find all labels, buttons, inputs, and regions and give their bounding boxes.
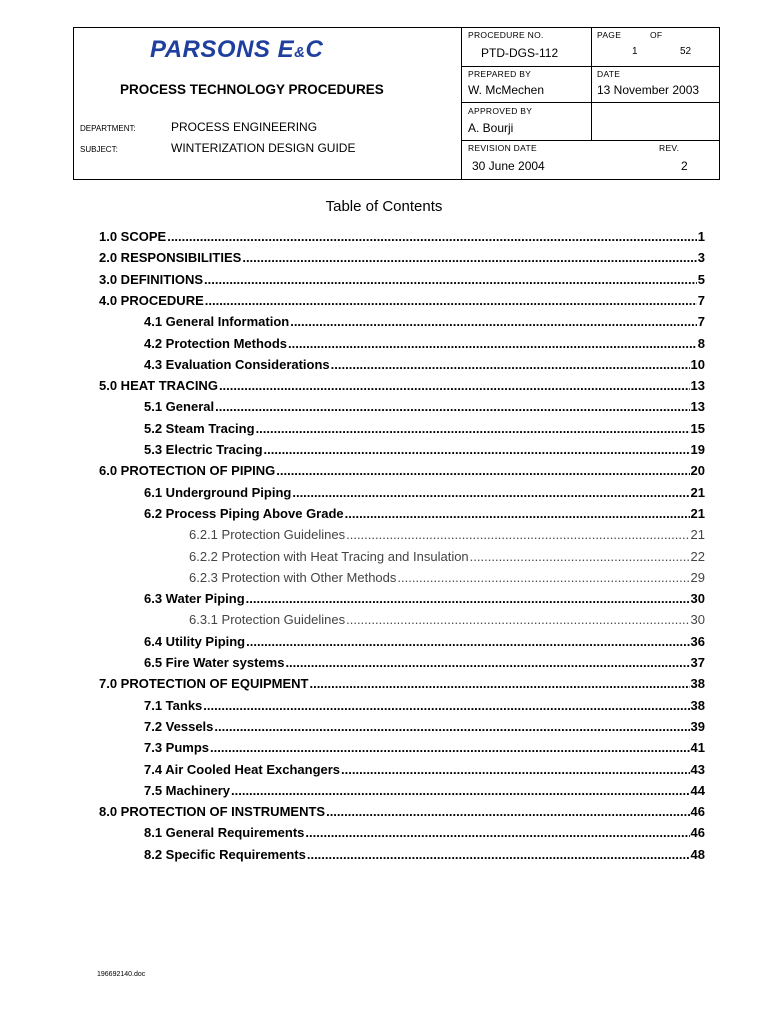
document-type: PROCESS TECHNOLOGY PROCEDURES — [120, 82, 384, 97]
toc-entry-title: 4.2 Protection Methods — [144, 335, 288, 351]
toc-entry[interactable] — [189, 548, 705, 566]
toc-entry-leader — [219, 377, 690, 395]
toc-entry-title: 4.1 General Information — [144, 314, 290, 330]
toc-entry-page: 3 — [697, 250, 705, 266]
toc-entry-page: 21 — [690, 527, 705, 543]
toc-entry-title: 7.2 Vessels — [144, 718, 214, 734]
toc-entry-title: 6.1 Underground Piping — [144, 484, 292, 500]
toc-entry-page: 20 — [690, 463, 705, 479]
toc-entry-leader — [470, 548, 690, 566]
toc-entry[interactable] — [144, 398, 705, 416]
toc-entry[interactable] — [99, 675, 705, 693]
toc-entry-leader — [292, 484, 689, 502]
toc-entry[interactable] — [189, 611, 705, 629]
prepared-by-label: PREPARED BY — [468, 69, 532, 79]
page-label: PAGE — [597, 30, 622, 40]
toc-entry-leader — [214, 718, 689, 736]
toc-entry-leader — [285, 654, 689, 672]
toc-entry[interactable] — [144, 441, 705, 459]
rev-value: 2 — [681, 159, 688, 173]
toc-entry-leader — [256, 420, 690, 438]
toc-entry-title: 6.3.1 Protection Guidelines — [189, 612, 346, 628]
prepared-by-value: W. McMechen — [468, 83, 545, 97]
toc-entry-title: 5.0 HEAT TRACING — [99, 378, 218, 394]
page-value: 1 — [632, 46, 638, 57]
toc-entry-title: 8.0 PROTECTION OF INSTRUMENTS — [99, 804, 326, 820]
header-row-divider-1 — [461, 66, 720, 67]
toc-entry-title: 7.4 Air Cooled Heat Exchangers — [144, 761, 341, 777]
toc-entry[interactable] — [144, 505, 705, 523]
toc-entry-page: 1 — [697, 229, 705, 244]
toc-entry[interactable] — [99, 803, 705, 821]
toc-entry[interactable] — [144, 335, 705, 353]
date-value: 13 November 2003 — [597, 83, 700, 97]
subject-label: SUBJECT: — [80, 145, 118, 154]
toc-entry-page: 41 — [690, 740, 705, 756]
toc-entry[interactable] — [99, 249, 705, 267]
toc-entry-leader — [215, 398, 689, 416]
toc-entry-leader — [205, 292, 697, 310]
toc-entry-page: 21 — [690, 484, 705, 500]
toc-entry-leader — [397, 569, 689, 587]
toc-entry[interactable] — [144, 420, 705, 438]
toc-entry-title: 4.0 PROCEDURE — [99, 292, 204, 308]
toc-entry[interactable] — [99, 377, 705, 395]
revision-date-label: REVISION DATE — [468, 143, 537, 153]
header-divider-page — [591, 27, 592, 140]
toc-entry-page: 5 — [697, 271, 705, 287]
date-label: DATE — [597, 69, 621, 79]
subject-value: WINTERIZATION DESIGN GUIDE — [171, 141, 356, 155]
toc-entry-title: 3.0 DEFINITIONS — [99, 271, 204, 287]
company-suffix-c: C — [305, 36, 324, 63]
toc-entry[interactable] — [144, 313, 705, 331]
toc-entry-title: 4.3 Evaluation Considerations — [144, 356, 330, 372]
toc-entry-title: 6.4 Utility Piping — [144, 633, 246, 649]
toc-entry[interactable] — [144, 761, 705, 779]
toc-entry-page: 46 — [690, 804, 705, 820]
toc-entry-leader — [264, 441, 690, 459]
toc-entry[interactable] — [99, 292, 705, 310]
toc-entry-title: 6.2.3 Protection with Other Methods — [189, 569, 397, 585]
toc-entry-title: 8.2 Specific Requirements — [144, 846, 306, 862]
toc-entry[interactable] — [99, 271, 705, 289]
toc-entry-leader — [246, 633, 689, 651]
toc-entry-leader — [204, 271, 697, 289]
toc-entry-leader — [341, 761, 690, 779]
toc-entry-page: 13 — [690, 399, 705, 415]
of-value: 52 — [680, 46, 692, 57]
toc-entry-title: 5.3 Electric Tracing — [144, 442, 263, 457]
toc-entry-page: 30 — [690, 591, 705, 607]
toc-entry-title: 7.0 PROTECTION OF EQUIPMENT — [99, 676, 309, 692]
toc-entry-page: 19 — [690, 442, 705, 457]
toc-entry-page: 29 — [690, 569, 705, 585]
toc-entry-leader — [331, 356, 690, 374]
toc-entry[interactable] — [99, 462, 705, 480]
company-suffix-e: E — [277, 36, 295, 63]
toc-entry[interactable] — [144, 590, 705, 608]
toc-entry-leader — [346, 611, 689, 629]
toc-entry-title: 6.3 Water Piping — [144, 591, 245, 607]
toc-entry[interactable] — [144, 739, 705, 757]
toc-entry-title: 5.1 General — [144, 399, 215, 415]
toc-entry-leader — [203, 697, 689, 715]
toc-entry-leader — [167, 228, 697, 246]
toc-entry-title: 2.0 RESPONSIBILITIES — [99, 250, 242, 266]
header-divider-main — [461, 27, 462, 180]
toc-entry[interactable] — [144, 484, 705, 502]
department-label: DEPARTMENT: — [80, 124, 136, 133]
procedure-no-label: PROCEDURE NO. — [468, 30, 544, 40]
toc-entry-page: 44 — [690, 782, 705, 798]
toc-entry-page: 13 — [690, 378, 705, 394]
toc-entry-leader — [345, 505, 690, 523]
toc-entry-page: 22 — [690, 548, 705, 564]
toc-entry-leader — [290, 313, 697, 331]
toc-entry-page: 21 — [690, 505, 705, 521]
toc-entry-title: 6.0 PROTECTION OF PIPING — [99, 463, 276, 479]
toc-entry-page: 7 — [697, 292, 705, 308]
toc-entry[interactable] — [144, 356, 705, 374]
toc-entry-leader — [246, 590, 690, 608]
toc-entry-title: 6.5 Fire Water systems — [144, 655, 285, 670]
department-value: PROCESS ENGINEERING — [171, 120, 318, 134]
toc-entry-leader — [307, 846, 690, 864]
toc-entry-title: 6.2 Process Piping Above Grade — [144, 505, 344, 521]
toc-entry[interactable] — [144, 782, 705, 800]
company-logo — [150, 36, 323, 64]
toc-entry[interactable] — [189, 526, 705, 544]
toc-entry[interactable] — [144, 654, 705, 672]
revision-date-value: 30 June 2004 — [472, 159, 545, 173]
toc-entry[interactable] — [144, 633, 705, 651]
toc-entry[interactable] — [144, 697, 705, 715]
toc-entry-leader — [276, 462, 689, 480]
toc-entry[interactable] — [144, 824, 705, 842]
toc-entry-title: 1.0 SCOPE — [99, 229, 167, 244]
rev-label: REV. — [659, 143, 680, 153]
toc-entry-page: 38 — [690, 697, 705, 713]
toc-entry[interactable] — [189, 569, 705, 587]
toc-entry-page: 36 — [690, 633, 705, 649]
toc-entry-page: 46 — [690, 825, 705, 841]
toc-entry-page: 37 — [690, 655, 705, 670]
toc-entry-title: 7.3 Pumps — [144, 740, 210, 756]
toc-entry[interactable] — [144, 718, 705, 736]
toc-entry-leader — [305, 824, 689, 842]
toc-entry-title: 8.1 General Requirements — [144, 825, 305, 841]
toc-entry-leader — [346, 526, 689, 544]
header-row-divider-2 — [461, 102, 720, 103]
toc-entry-title: 5.2 Steam Tracing — [144, 420, 255, 436]
company-name: PARSONS — [150, 36, 271, 63]
toc-entry-page: 15 — [690, 420, 705, 436]
toc-entry-title: 6.2.2 Protection with Heat Tracing and Insulation — [189, 548, 469, 564]
toc-entry-page: 10 — [690, 356, 705, 372]
toc-entry-page: 7 — [697, 314, 705, 330]
toc-entry-page: 38 — [690, 676, 705, 692]
approved-by-value: A. Bourji — [468, 121, 514, 135]
procedure-no-value: PTD-DGS-112 — [481, 46, 559, 60]
header-row-divider-3 — [461, 140, 720, 141]
toc-entry-leader — [326, 803, 689, 821]
toc-entry[interactable] — [144, 846, 705, 864]
company-suffix-amp: & — [294, 44, 306, 61]
toc-entry[interactable] — [99, 228, 705, 246]
approved-by-label: APPROVED BY — [468, 106, 533, 116]
toc-entry-page: 48 — [690, 846, 705, 862]
toc-entry-title: 7.1 Tanks — [144, 697, 203, 713]
toc-entry-page: 39 — [690, 718, 705, 734]
toc-entry-page: 43 — [690, 761, 705, 777]
toc-entry-title: 6.2.1 Protection Guidelines — [189, 527, 346, 543]
toc-entry-leader — [231, 782, 690, 800]
toc-entry-page: 8 — [697, 335, 705, 351]
toc-entry-leader — [210, 739, 690, 757]
toc-entry-page: 30 — [690, 612, 705, 628]
toc-entry-leader — [309, 675, 689, 693]
toc-title: Table of Contents — [325, 198, 443, 215]
footer-filename: 196692140.doc — [97, 971, 146, 978]
toc-entry-leader — [242, 249, 696, 267]
toc-entry-title: 7.5 Machinery — [144, 782, 230, 798]
of-label: OF — [650, 30, 663, 40]
toc-entry-leader — [288, 335, 697, 353]
